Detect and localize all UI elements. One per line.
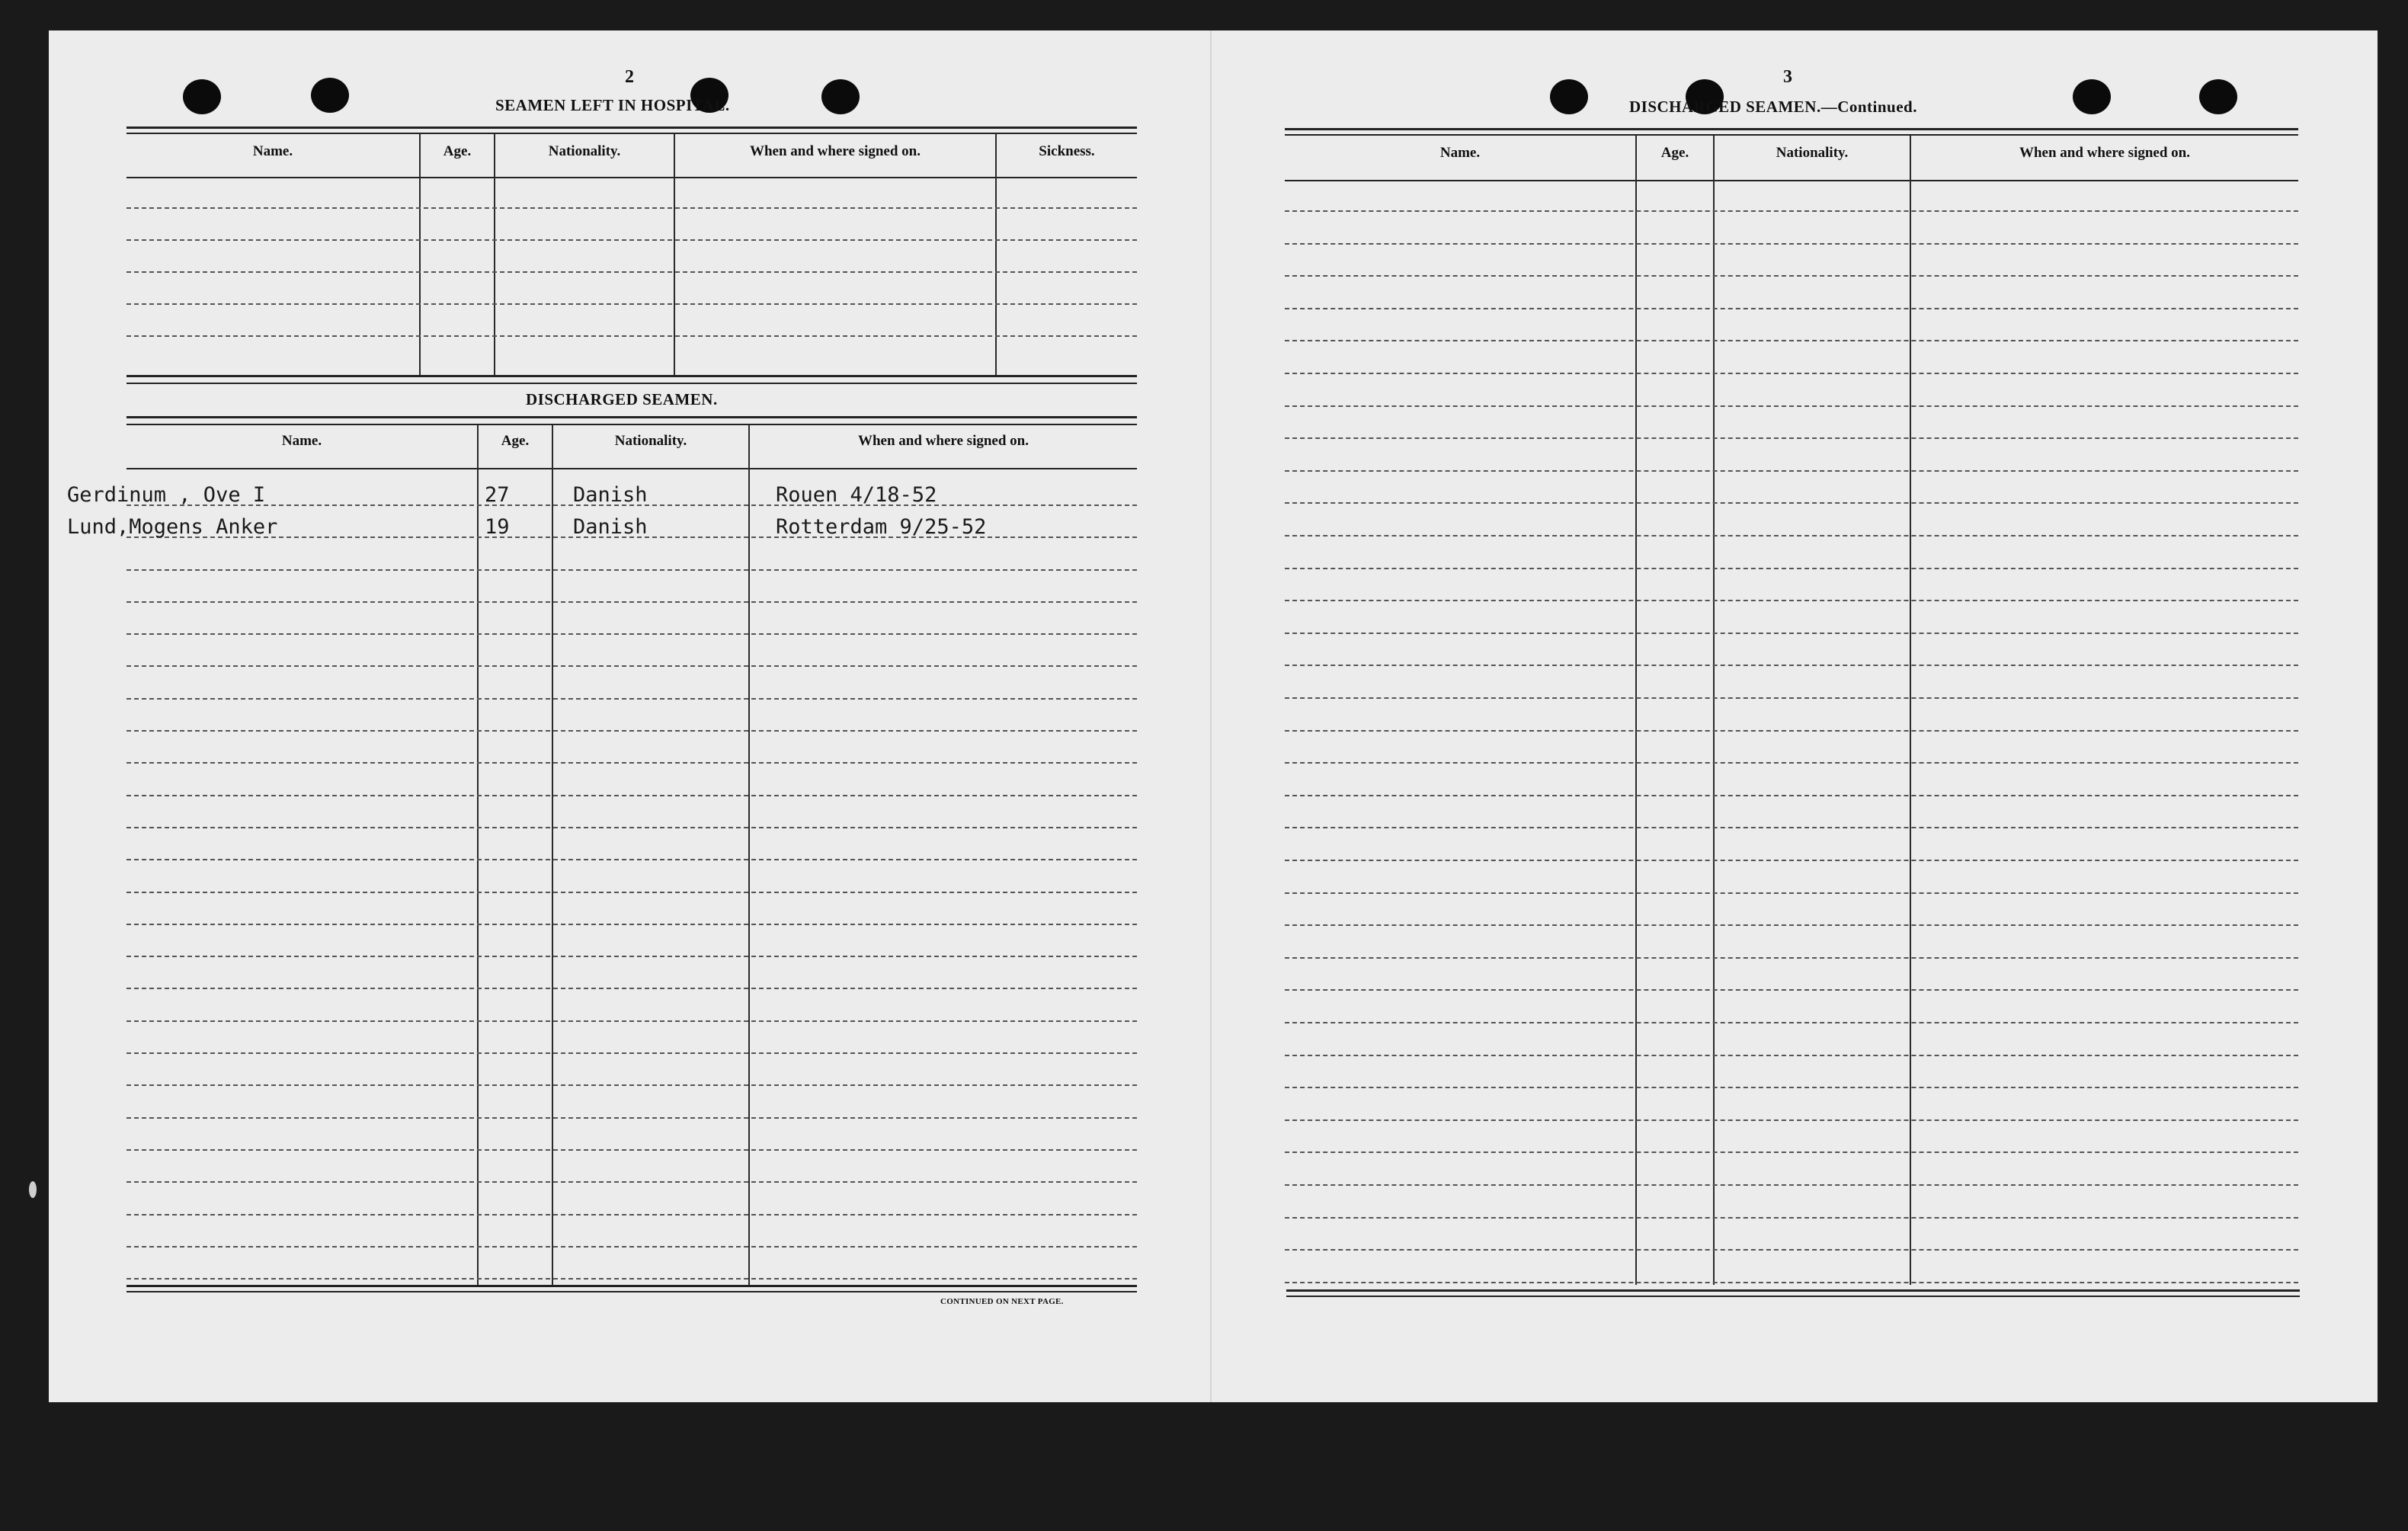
row-line: [126, 1181, 1137, 1183]
row-line: [126, 827, 1137, 828]
row-line: [1285, 1087, 2298, 1088]
row-line: [126, 698, 1137, 700]
discharged-col-nationality: Nationality.: [614, 433, 687, 449]
row-line: [1285, 1055, 2298, 1056]
edge-mark: [29, 1181, 37, 1198]
row-2-age: 19: [485, 515, 510, 539]
continued-note: CONTINUED ON NEXT PAGE.: [940, 1297, 1064, 1306]
hospital-divider: [674, 134, 675, 376]
right-col-age: Age.: [1660, 145, 1689, 161]
row-line: [126, 633, 1137, 635]
row-line: [1285, 762, 2298, 764]
discharged-col-age: Age.: [501, 433, 530, 449]
row-line: [1285, 989, 2298, 991]
discharged-divider: [477, 425, 479, 1286]
row-1-age: 27: [485, 483, 510, 507]
row-line: [1285, 1151, 2298, 1153]
discharged-col-signed-on: When and where signed on.: [857, 433, 1029, 449]
punch-hole: [311, 78, 349, 113]
row-line: [1285, 600, 2298, 601]
discharged-divider: [748, 425, 750, 1286]
row-line: [126, 730, 1137, 732]
hospital-col-sickness: Sickness.: [1039, 143, 1095, 159]
hospital-divider: [995, 134, 997, 376]
hospital-bottom-rule: [126, 375, 1137, 377]
row-line: [126, 569, 1137, 571]
hospital-divider: [419, 134, 421, 376]
row-line: [1285, 957, 2298, 959]
row-line: [1285, 275, 2298, 277]
hospital-col-signed-on: When and where signed on.: [749, 143, 921, 159]
row-line: [126, 1052, 1137, 1054]
page-number-left: 2: [625, 67, 634, 87]
row-2-name: Lund,Mogens Anker: [67, 515, 278, 539]
row-1-signed-on: Rouen 4/18-52: [776, 483, 937, 507]
row-1-name: Gerdinum , Ove I: [67, 483, 266, 507]
right-col-nationality: Nationality.: [1776, 145, 1849, 161]
punch-hole: [2199, 79, 2237, 114]
row-line: [1285, 697, 2298, 699]
row-line: [1285, 470, 2298, 472]
row-line: [1285, 1249, 2298, 1251]
right-section-title: DISCHARGED SEAMEN.—Continued.: [1629, 98, 1917, 116]
hospital-col-name: Name.: [252, 143, 293, 159]
row-line: [126, 1246, 1137, 1248]
discharged-divider: [552, 425, 553, 1286]
row-line: [126, 665, 1137, 667]
row-line: [126, 1149, 1137, 1151]
hospital-divider: [494, 134, 495, 376]
row-line: [126, 1278, 1137, 1280]
row-line: [1285, 1119, 2298, 1121]
row-line: [126, 924, 1137, 925]
row-line: [126, 988, 1137, 989]
hospital-section-title: SEAMEN LEFT IN HOSPITAL.: [495, 96, 730, 114]
punch-hole: [183, 79, 221, 114]
hospital-row-line: [126, 207, 1137, 209]
discharged-header-rule: [126, 468, 1137, 469]
hospital-row-line: [126, 335, 1137, 337]
row-line: [1285, 1022, 2298, 1023]
row-line: [126, 892, 1137, 893]
row-line: [1285, 795, 2298, 796]
hospital-col-age: Age.: [443, 143, 472, 159]
right-bottom-rule: [1286, 1289, 2300, 1292]
hospital-header-rule: [126, 177, 1137, 178]
punch-hole: [821, 79, 860, 114]
row-line: [126, 795, 1137, 796]
row-line: [1285, 405, 2298, 407]
row-line: [126, 1084, 1137, 1086]
row-line: [1285, 924, 2298, 926]
right-header-rule: [1285, 180, 2298, 181]
page-number-right: 3: [1783, 67, 1792, 87]
hospital-row-line: [126, 239, 1137, 241]
row-line: [1285, 243, 2298, 245]
row-line: [126, 1214, 1137, 1216]
right-bottom-rule-2: [1286, 1296, 2300, 1297]
row-line: [1285, 535, 2298, 536]
hospital-row-line: [126, 303, 1137, 305]
row-line: [1285, 827, 2298, 828]
punch-hole: [1550, 79, 1588, 114]
row-line: [1285, 1282, 2298, 1283]
row-line: [1285, 730, 2298, 732]
hospital-row-line: [126, 271, 1137, 273]
row-line: [126, 601, 1137, 603]
hospital-col-nationality: Nationality.: [548, 143, 621, 159]
row-line: [1285, 568, 2298, 569]
row-line: [1285, 437, 2298, 439]
row-line: [1285, 1217, 2298, 1219]
discharged-col-name: Name.: [281, 433, 322, 449]
right-top-rule-2: [1285, 134, 2298, 136]
punch-hole: [2073, 79, 2111, 114]
row-1-nationality: Danish: [573, 483, 648, 507]
row-line: [126, 1020, 1137, 1022]
discharged-top-rule: [126, 416, 1137, 418]
right-top-rule: [1285, 128, 2298, 130]
page-fold: [1210, 30, 1212, 1402]
hospital-top-rule-2: [126, 133, 1137, 134]
row-line: [1285, 340, 2298, 341]
discharged-top-rule-2: [126, 424, 1137, 425]
row-2-nationality: Danish: [573, 515, 648, 539]
row-line: [1285, 665, 2298, 666]
row-line: [1285, 210, 2298, 212]
document-paper: [49, 30, 2378, 1402]
row-line: [126, 956, 1137, 957]
row-line: [1285, 502, 2298, 504]
hospital-top-rule: [126, 127, 1137, 129]
row-2-signed-on: Rotterdam 9/25-52: [776, 515, 987, 539]
row-line: [1285, 373, 2298, 374]
row-line: [1285, 860, 2298, 861]
row-line: [126, 762, 1137, 764]
right-col-name: Name.: [1439, 145, 1481, 161]
discharged-bottom-rule-2: [126, 1291, 1137, 1292]
row-line: [1285, 633, 2298, 634]
hospital-bottom-rule-2: [126, 383, 1137, 384]
row-line: [1285, 308, 2298, 309]
discharged-section-title: DISCHARGED SEAMEN.: [526, 390, 718, 408]
row-line: [126, 1117, 1137, 1119]
row-line: [126, 859, 1137, 860]
discharged-bottom-rule: [126, 1285, 1137, 1287]
row-line: [1285, 892, 2298, 894]
right-col-signed-on: When and where signed on.: [2019, 145, 2190, 161]
row-line: [1285, 1184, 2298, 1186]
